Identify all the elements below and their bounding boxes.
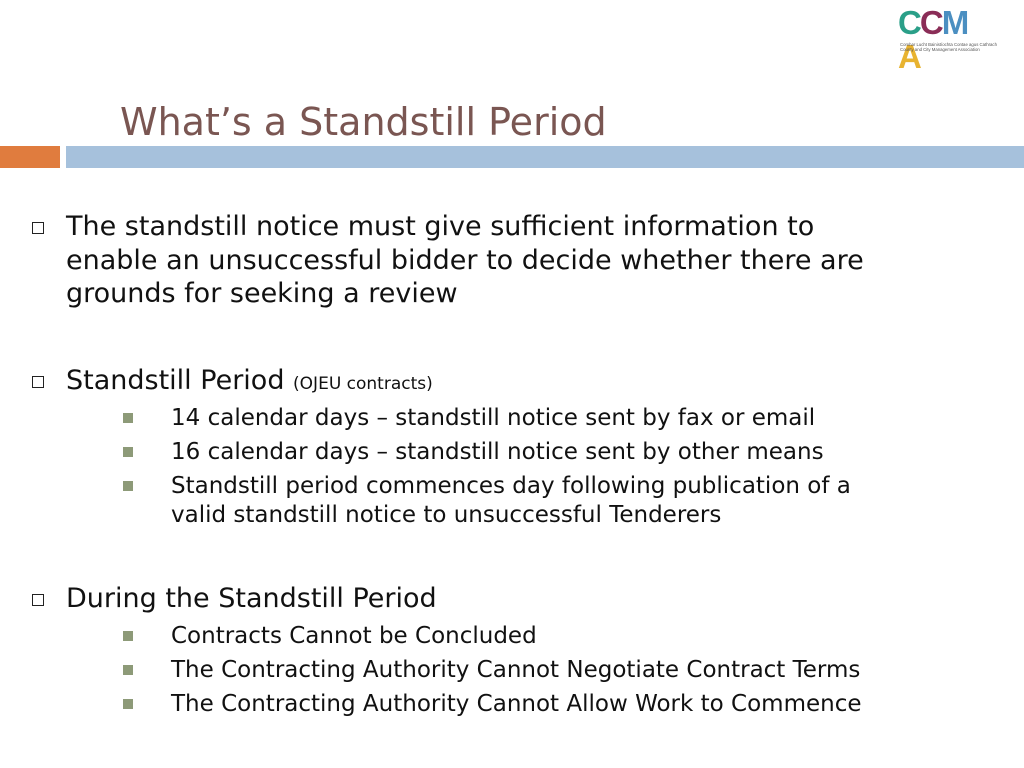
filled-square-bullet-icon: [123, 413, 133, 423]
hollow-square-bullet-icon: [32, 222, 44, 234]
slide-title: What’s a Standstill Period: [120, 100, 607, 144]
sub-bullet-text: 14 calendar days – standstill notice sent by fax or email: [171, 405, 816, 431]
bullet-text-line: grounds for seeking a review: [66, 278, 458, 309]
bullet-text-line: The standstill notice must give sufficient information to: [66, 211, 815, 242]
hollow-square-bullet-icon: [32, 594, 44, 606]
filled-square-bullet-icon: [123, 447, 133, 457]
sub-bullet-text: The Contracting Authority Cannot Negotiate Contract Terms: [171, 657, 861, 683]
filled-square-bullet-icon: [123, 699, 133, 709]
filled-square-bullet-icon: [123, 665, 133, 675]
sub-bullet-text: Standstill period commences day following publication of a: [171, 473, 851, 499]
filled-square-bullet-icon: [123, 631, 133, 641]
logo-letter: A: [898, 38, 920, 75]
logo-letter: C: [898, 4, 920, 41]
logo-subtitle-line1: Comhar Lucht Bainistíochta Contae agus Cathrach: [900, 42, 997, 47]
bullet-note: (OJEU contracts): [293, 374, 433, 394]
sub-bullet-text: 16 calendar days – standstill notice sent by other means: [171, 439, 824, 465]
logo-letter: M: [941, 4, 968, 41]
logo-subtitle: [900, 42, 997, 52]
bullet-heading: During the Standstill Period: [66, 583, 437, 614]
ccma-logo: [898, 4, 997, 75]
sub-bullet-text: Contracts Cannot be Concluded: [171, 623, 537, 649]
logo-subtitle-line2: County and City Management Association: [900, 47, 980, 52]
bullet-heading: [66, 364, 433, 402]
accent-band-blue: [66, 146, 1024, 168]
filled-square-bullet-icon: [123, 481, 133, 491]
sub-bullet-text-continued: valid standstill notice to unsuccessful Tenderers: [171, 502, 722, 528]
logo-letter: C: [919, 4, 942, 41]
bullet-heading-text: Standstill Period: [66, 365, 285, 396]
hollow-square-bullet-icon: [32, 376, 44, 388]
sub-bullet-text: The Contracting Authority Cannot Allow Work to Commence: [171, 691, 862, 717]
accent-band-orange: [0, 146, 60, 168]
bullet-text-line: enable an unsuccessful bidder to decide whether there are: [66, 244, 864, 276]
